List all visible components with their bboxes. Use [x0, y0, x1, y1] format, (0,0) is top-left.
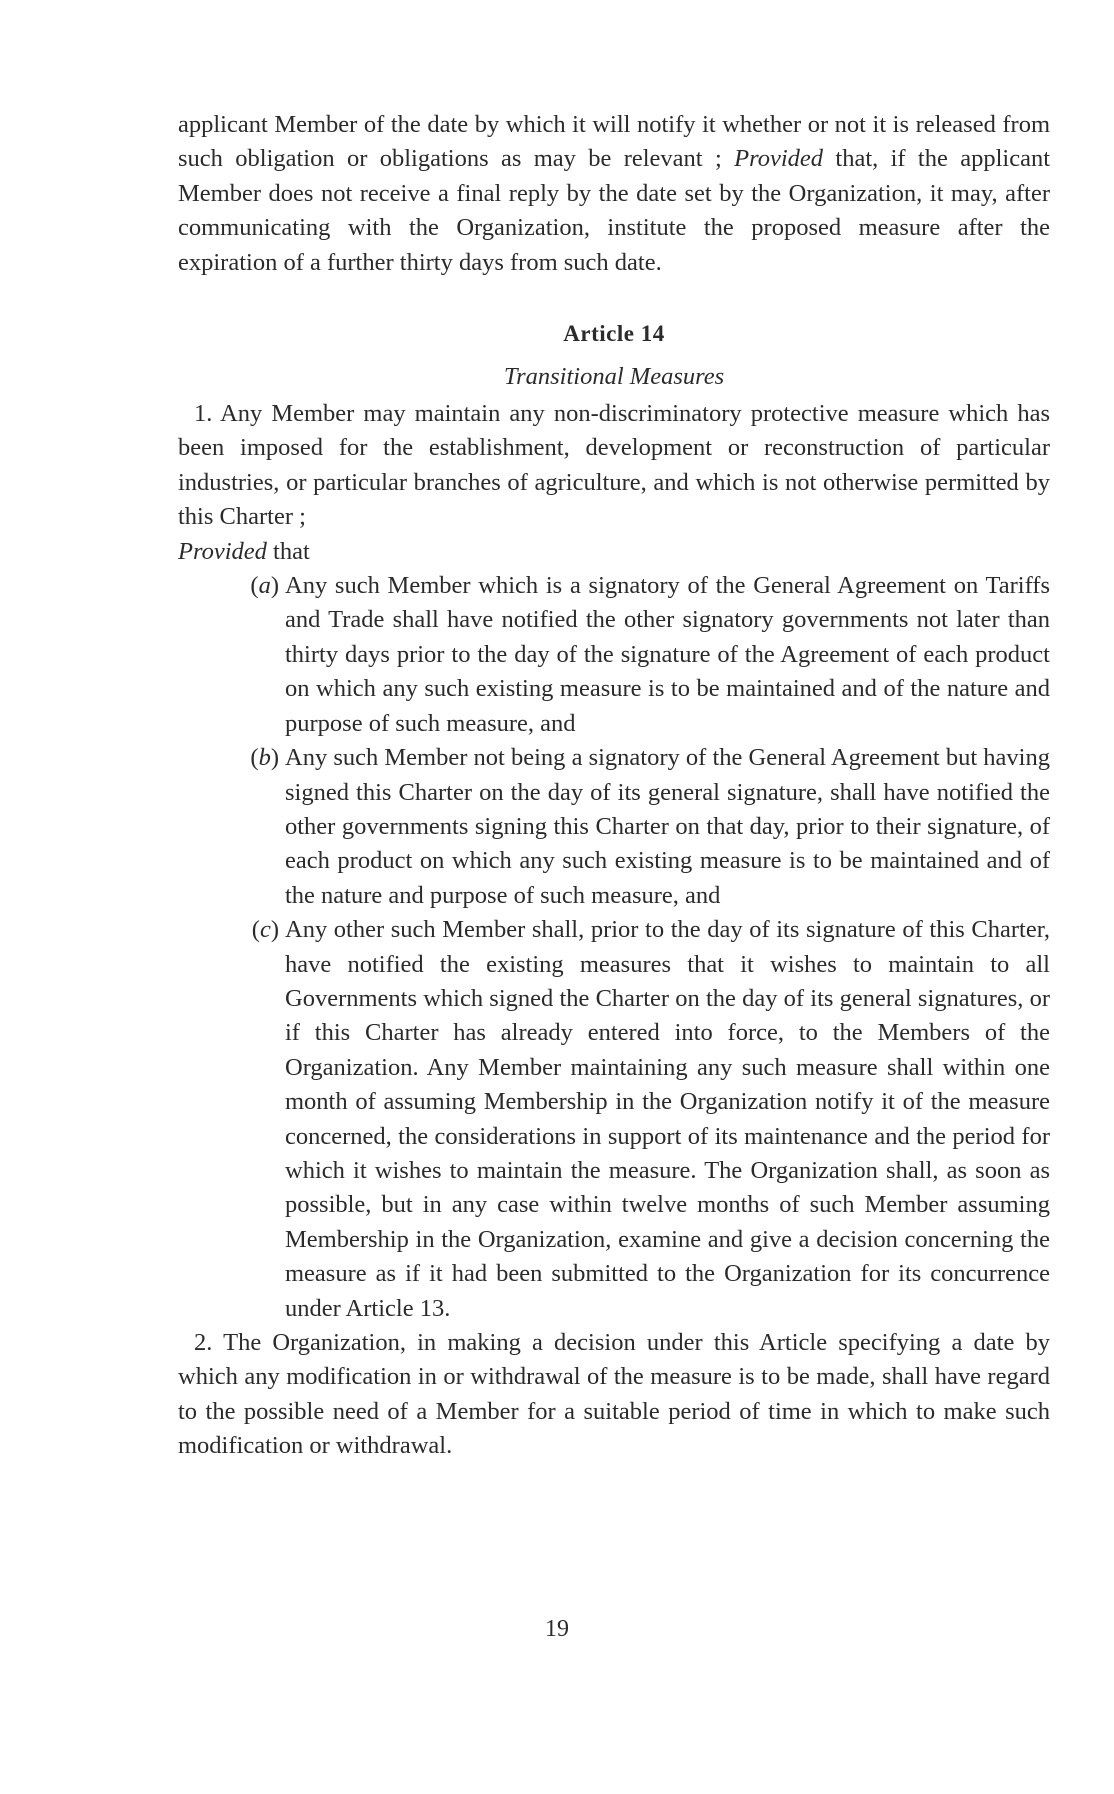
item-text-c: Any other such Member shall, prior to the day of its signature of this Charter, have notified the existing measures that it wishes to maintain to all Governments which signed the Charter on the day of its general signatures, or if this Charter has already entered into force, to the Members of the Organization. Any Member maintaining any such measure shall within one month of assuming Membership in the Organization notify it of the measure concerned, the considerations in support of its maintenance and the period for which it wishes to maintain the measure. The Organization shall, as soon as possible, but in any case within twelve months of such Member assuming Membership in the Organization, examine and give a decision concerning the measure as if it had been submitted to the Organization for its concurrence under Article 13.	[285, 916, 1050, 1322]
item-label-a: (a)	[250, 572, 279, 600]
opening-paragraph	[178, 108, 1050, 280]
opening-paragraph-text: applicant Member of the date by which it will notify it whether or not it is released from such obligation or obligations as may be relevant ;	[178, 111, 1050, 173]
document-page	[178, 108, 1050, 1464]
item-label-c: (c)	[251, 916, 279, 944]
paragraph-1-proviso	[178, 535, 1050, 569]
item-text-b: Any such Member not being a signatory of the General Agreement but having signed this Charter on the day of its general signature, shall have notified the other governments signing this Charter on that day, prior to their signature, of each product on which any such existing measure is to be maintained and of the nature and purpose of such measure, and	[285, 744, 1050, 909]
article-paragraph-1	[178, 397, 1050, 535]
article-subheading: Transitional Measures	[503, 363, 725, 391]
list-item-c	[178, 913, 1050, 1326]
opening-paragraph-proviso: that, if the applicant Member does not receive a final reply by the date set by the Organization, it may, after communicating with the Organization, institute the proposed measure after the expiration of a further thirty days from such date.	[178, 145, 1051, 276]
proviso-tail: that	[273, 537, 310, 565]
list-item-b	[178, 741, 1050, 913]
proviso-word: Provided	[734, 145, 824, 173]
item-label-b: (b)	[250, 744, 279, 772]
article-heading: Article 14	[563, 321, 665, 347]
article-paragraph-2: 2. The Organization, in making a decision under this Article specifying a date by which any modification in or withdrawal of the measure is to be made, shall have regard to the possible need of a Member for a suitable period of time in which to make such modification or withdrawal.	[178, 1329, 1050, 1460]
item-text-a: Any such Member which is a signatory of the General Agreement on Tariffs and Trade shall have notified the other signatory governments not later than thirty days prior to the day of the signature of the Agreement of each product on which any such existing measure is to be maintained and of the nature and purpose of such measure, and	[285, 572, 1050, 737]
paragraph-1-text: 1. Any Member may maintain any non-discriminatory protective measure which has been imposed for the establishment, development or reconstruction of particular industries, or particular branches of agriculture, and which is not otherwise permitted by this Charter ;	[178, 400, 1050, 531]
proviso-word-2: Provided	[178, 537, 267, 565]
list-item-a	[178, 569, 1050, 741]
page-number: 19	[545, 1616, 569, 1642]
